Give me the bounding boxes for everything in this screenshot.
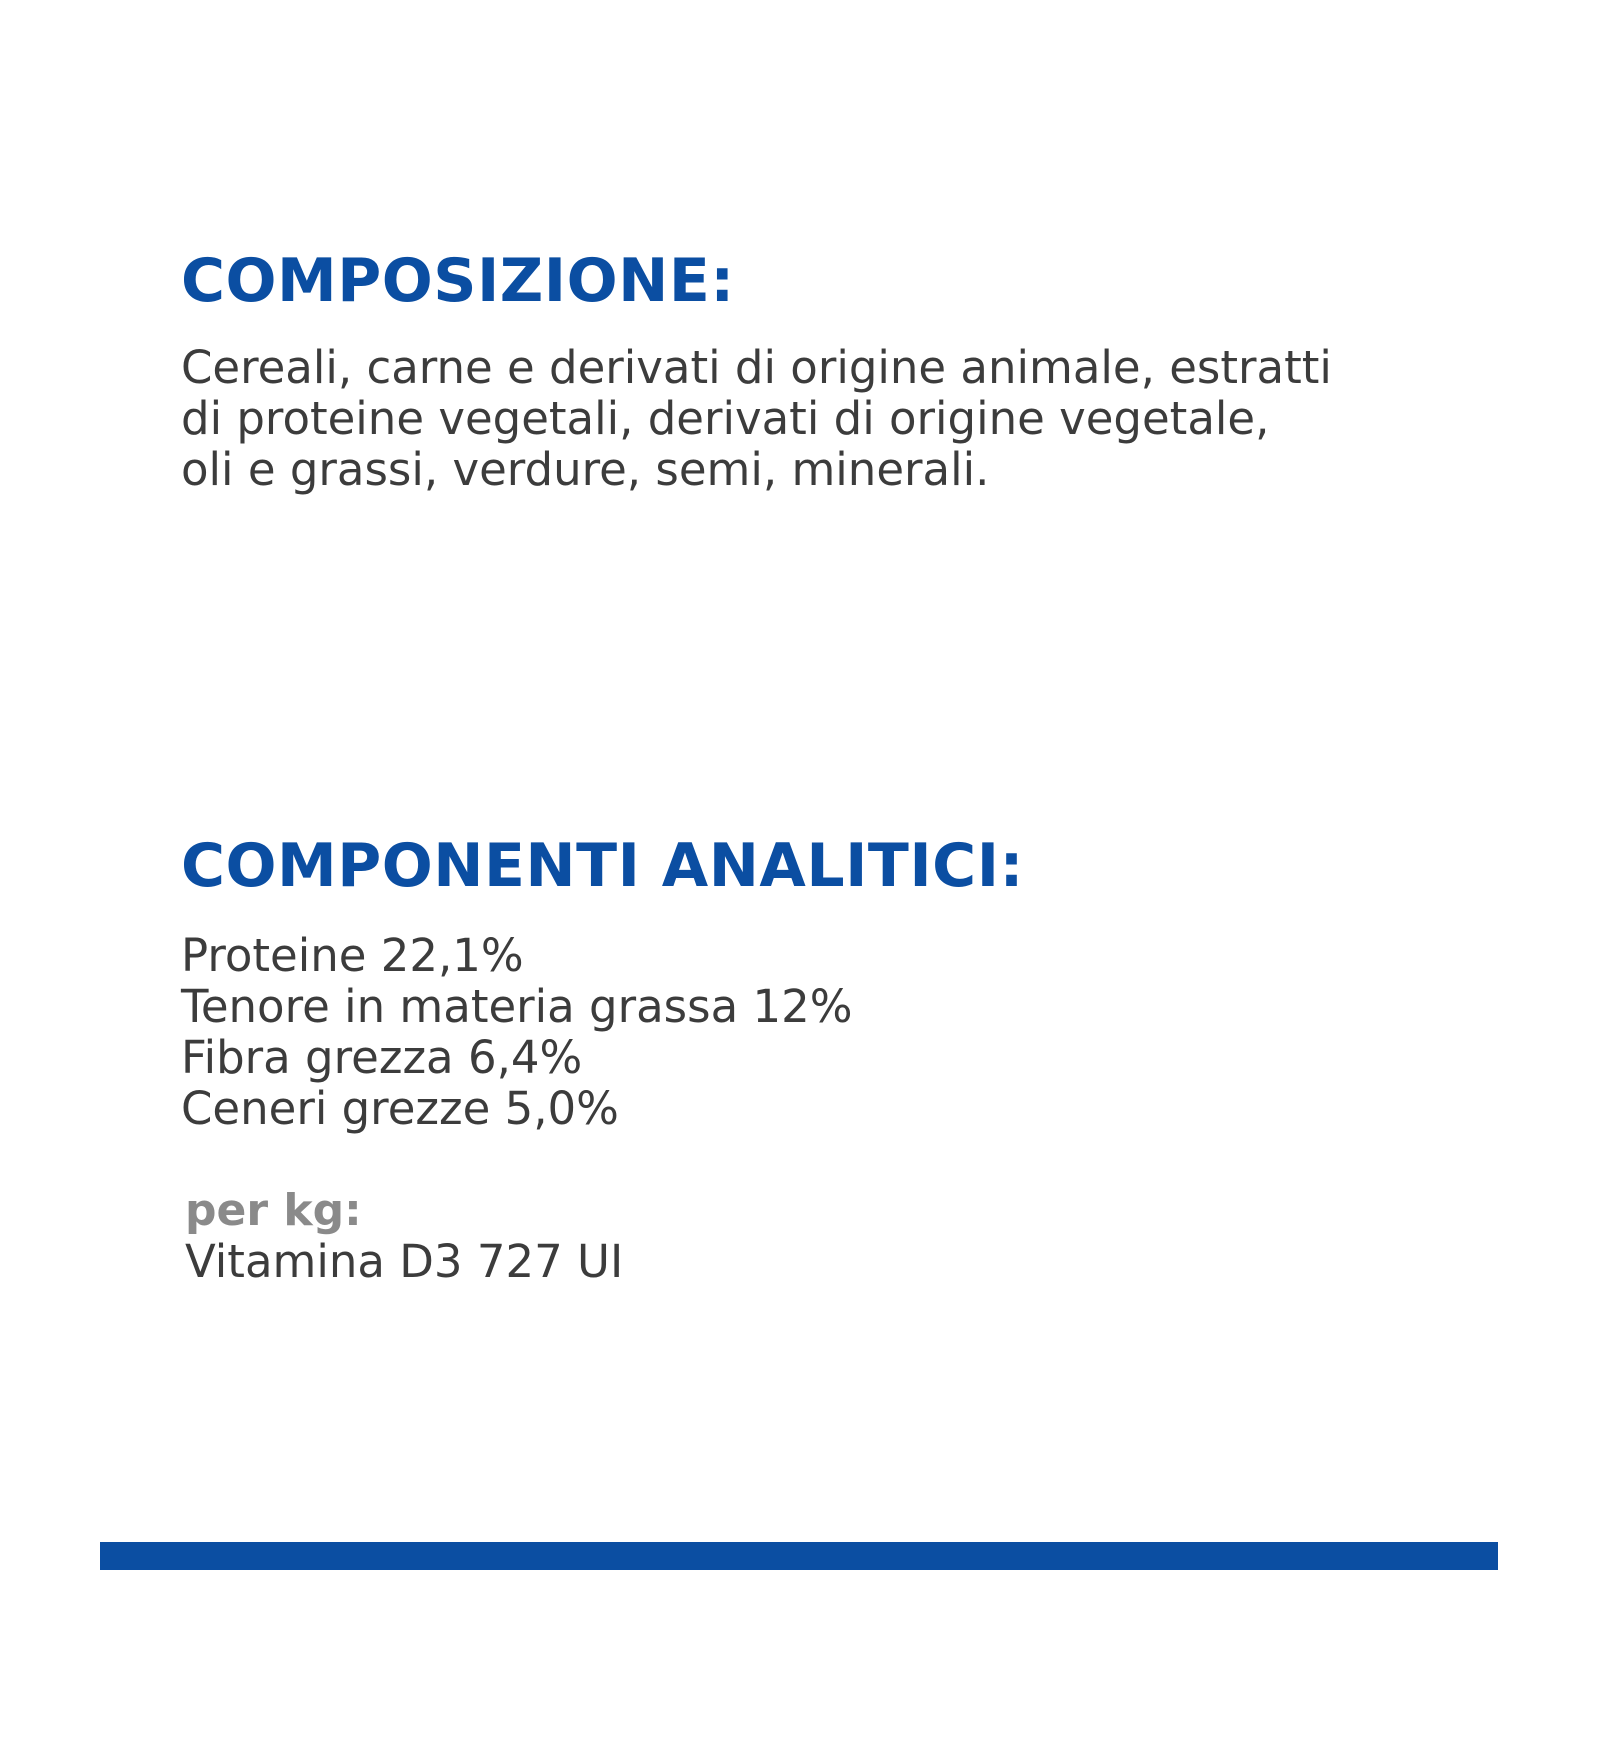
analytical-item-ash: Ceneri grezze 5,0%: [181, 1082, 619, 1135]
per-kg-vitamin-value: Vitamina D3 727 UI: [185, 1235, 624, 1288]
analytical-item-protein: Proteine 22,1%: [181, 929, 524, 982]
accent-bar-divider: [100, 1542, 1498, 1570]
composition-text: [181, 342, 1332, 495]
analytical-item-fat: Tenore in materia grassa 12%: [181, 980, 853, 1033]
analytical-components-list: [181, 930, 852, 1134]
composition-line: oli e grassi, verdure, semi, minerali.: [181, 443, 990, 496]
analytical-item-fibre: Fibra grezza 6,4%: [181, 1031, 583, 1084]
analytical-components-heading: COMPONENTI ANALITICI:: [181, 831, 1025, 901]
composition-line: Cereali, carne e derivati di origine animale, estratti: [181, 341, 1332, 394]
composition-line: di proteine vegetali, derivati di origine vegetale,: [181, 392, 1270, 445]
composition-heading: COMPOSIZIONE:: [181, 246, 735, 316]
per-kg-label: per kg:: [185, 1185, 362, 1236]
